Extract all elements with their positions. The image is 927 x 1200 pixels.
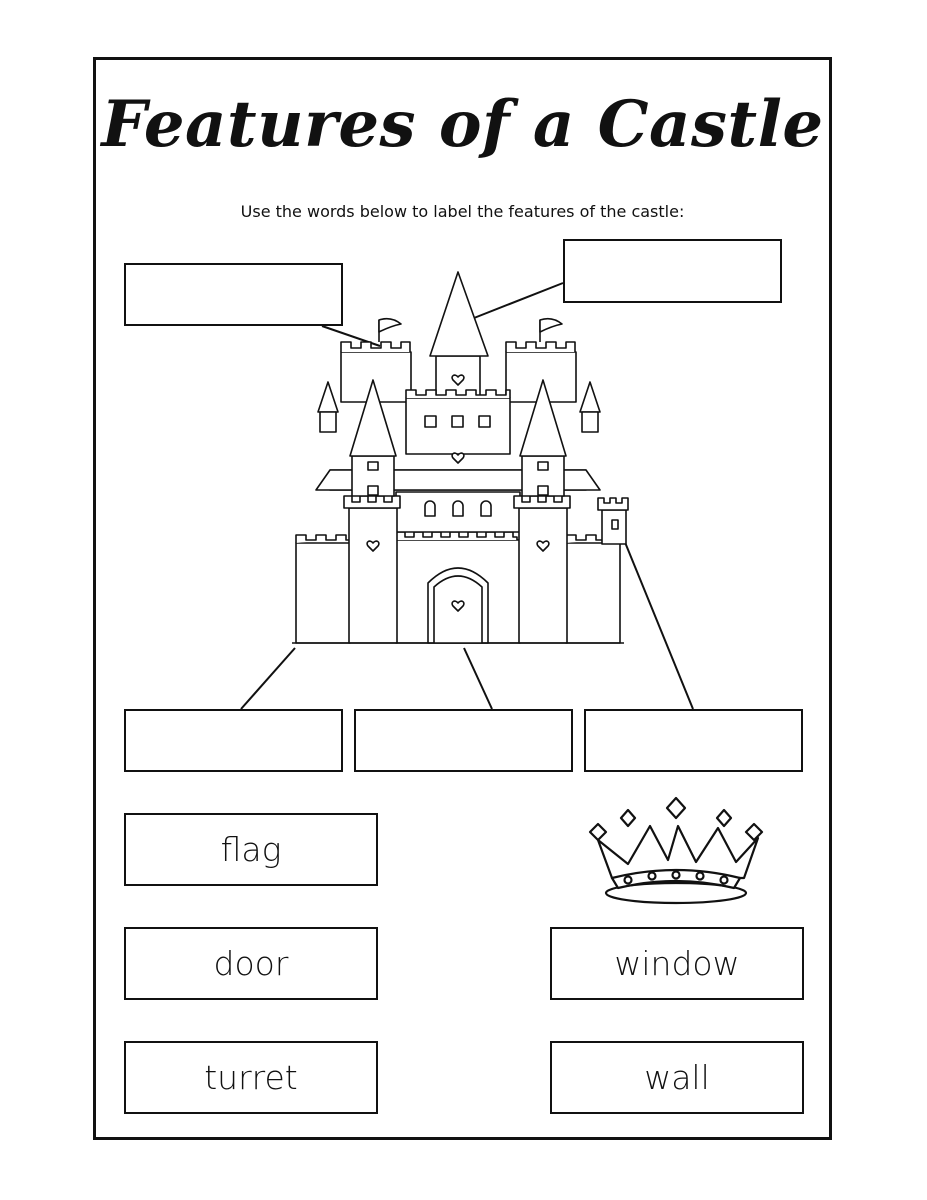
crown-icon: [590, 798, 762, 903]
leader-line-door: [464, 648, 492, 709]
leader-line-window: [620, 530, 693, 709]
page-title: Features of a Castle: [101, 87, 824, 162]
leader-line-turret-top: [474, 283, 563, 318]
leader-line-wall: [241, 648, 295, 709]
word-text: wall: [644, 1058, 710, 1097]
word-text: door: [213, 944, 289, 983]
instructions-text: Use the words below to label the features of the castle:: [240, 202, 685, 221]
word-text: window: [614, 944, 740, 983]
word-text: turret: [204, 1058, 298, 1097]
castle-icon: [292, 272, 628, 643]
word-text: flag: [220, 830, 282, 869]
